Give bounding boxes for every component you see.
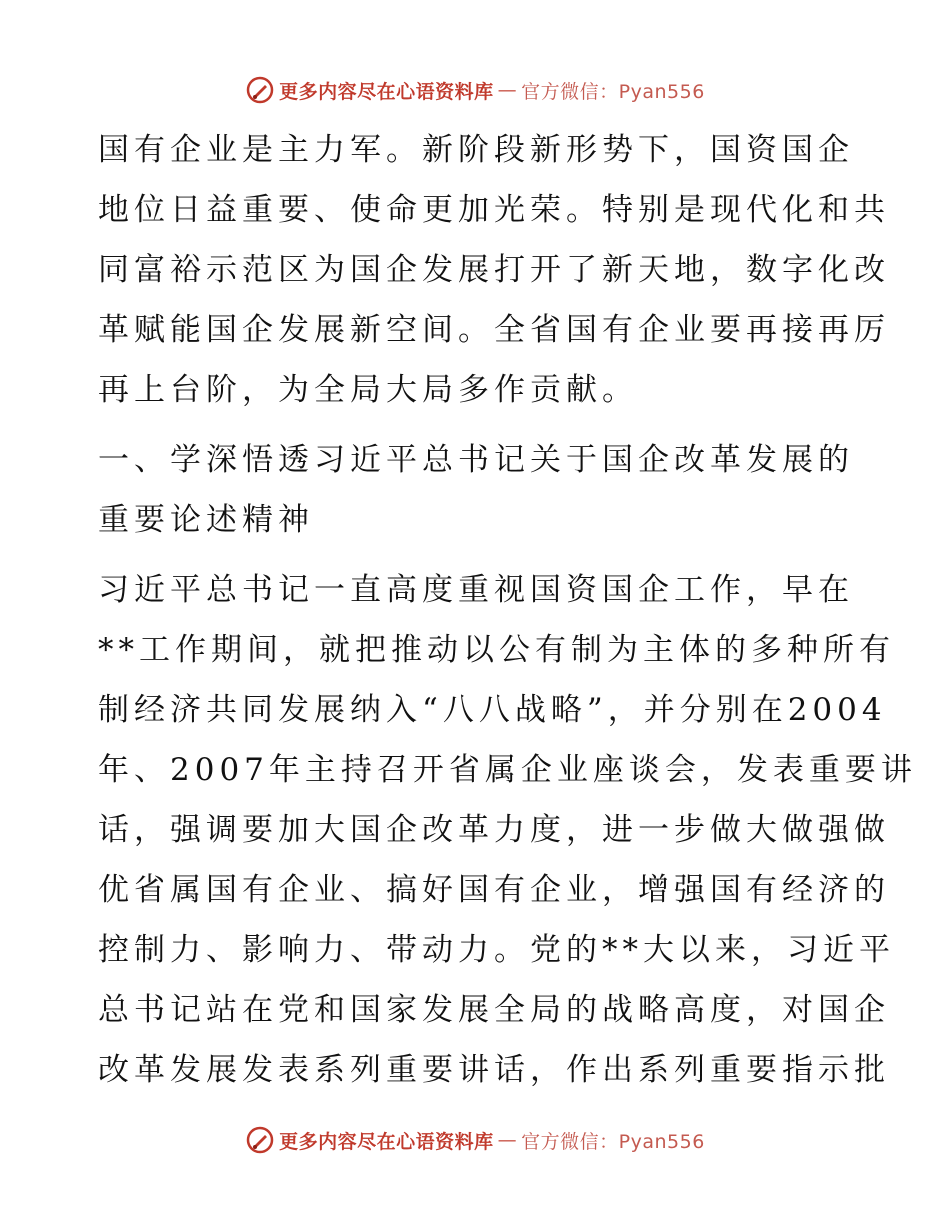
watermark-main-text: 更多内容尽在心语资料库 <box>279 80 494 103</box>
footer-watermark <box>0 1120 950 1160</box>
pen-logo-icon <box>245 1125 275 1155</box>
text-line: 话，强调要加大国企改革力度，进一步做大做强做 <box>98 812 890 848</box>
text-line: 年、2007年主持召开省属企业座谈会，发表重要讲 <box>98 752 917 788</box>
text-line: 国有企业是主力军。新阶段新形势下，国资国企 <box>98 132 854 168</box>
text-line: 同富裕示范区为国企发展打开了新天地，数字化改 <box>98 252 890 288</box>
paragraph-spacer <box>98 420 858 430</box>
section-heading <box>98 430 858 550</box>
text-line: 制经济共同发展纳入“八八战略”，并分别在2004 <box>98 692 887 728</box>
text-line: 习近平总书记一直高度重视国资国企工作，早在 <box>98 572 854 608</box>
text-line: 控制力、影响力、带动力。党的**大以来，习近平 <box>98 932 895 968</box>
watermark-wechat-text: 官方微信：Pyan556 <box>521 80 705 103</box>
text-line: 革赋能国企发展新空间。全省国有企业要再接再厉 <box>98 312 890 348</box>
heading-line: 重要论述精神 <box>98 502 314 538</box>
header-watermark <box>0 70 950 110</box>
paragraph-body <box>98 560 917 1100</box>
heading-line: 一、学深悟透习近平总书记关于国企改革发展的 <box>98 442 854 478</box>
watermark-separator: — <box>497 1129 518 1151</box>
text-line: 总书记站在党和国家发展全局的战略高度，对国企 <box>98 992 890 1028</box>
document-body <box>98 120 917 1100</box>
text-line: **工作期间，就把推动以公有制为主体的多种所有 <box>98 632 895 668</box>
watermark-separator: — <box>497 79 518 101</box>
pen-logo-icon <box>245 75 275 105</box>
watermark-main-text: 更多内容尽在心语资料库 <box>279 1130 494 1153</box>
paragraph-spacer <box>98 550 858 560</box>
watermark-wechat-text: 官方微信：Pyan556 <box>521 1130 705 1153</box>
text-line: 改革发展发表系列重要讲话，作出系列重要指示批 <box>98 1052 890 1088</box>
text-line: 再上台阶，为全局大局多作贡献。 <box>98 372 638 408</box>
text-line: 优省属国有企业、搞好国有企业，增强国有经济的 <box>98 872 890 908</box>
text-line: 地位日益重要、使命更加光荣。特别是现代化和共 <box>98 192 890 228</box>
paragraph-intro <box>98 120 890 420</box>
